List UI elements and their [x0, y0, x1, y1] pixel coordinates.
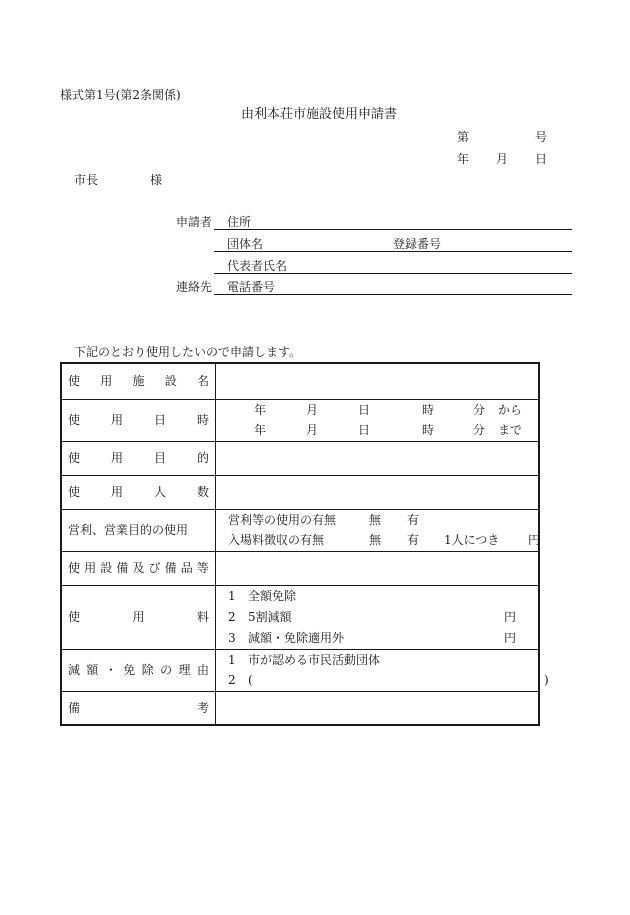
facility-label: 使 用 施 設 名	[68, 374, 209, 389]
intro-text: 下記のとおり使用したいので申請します。	[74, 345, 302, 359]
datetime-label: 使 用 日 時	[68, 413, 209, 427]
fee-label-cell	[61, 585, 216, 649]
fee-item-num: 3	[228, 631, 236, 645]
dt-from-month: 月	[306, 403, 319, 417]
reduction-label-cell	[61, 649, 216, 691]
admission-text: 入場料徴収の有無	[228, 533, 325, 547]
addressee: 市長	[74, 173, 99, 187]
row-remarks	[61, 691, 539, 725]
purpose-label-cell	[61, 441, 216, 475]
datetime-to-line	[222, 420, 532, 440]
profit-yes[interactable]: 有	[407, 513, 420, 527]
number-suffix: 号	[535, 130, 548, 144]
remarks-label: 備 考	[68, 700, 209, 715]
representative-line	[214, 273, 572, 274]
row-purpose	[61, 441, 539, 475]
fee-item	[222, 607, 532, 628]
people-value[interactable]	[216, 475, 540, 509]
fee-item	[222, 586, 532, 607]
phone-label: 電話番号	[227, 280, 276, 294]
equipment-label-cell	[61, 551, 216, 585]
reduction-label: 減 額 ・ 免 除 の 理 由	[68, 663, 209, 677]
people-label: 使 用 人 数	[68, 485, 209, 499]
org-line	[214, 251, 572, 252]
datetime-from-line	[222, 400, 532, 420]
dt-to-minute: 分	[473, 423, 486, 437]
reduction-item-num: 2	[228, 673, 236, 687]
profit-no[interactable]: 無	[369, 513, 382, 527]
purpose-value[interactable]	[216, 441, 540, 475]
equipment-value[interactable]	[216, 551, 540, 585]
row-datetime	[61, 399, 539, 441]
datetime-label-cell	[61, 399, 216, 441]
remarks-label-cell	[61, 691, 216, 725]
reduction-item-num: 1	[228, 653, 236, 667]
address-label: 住所	[227, 215, 252, 229]
equipment-label: 使 用 設 備 及 び 備 品 等	[68, 561, 209, 575]
reduction-item	[222, 670, 549, 690]
admission-yen: 円	[528, 533, 541, 547]
dt-from-word: から	[498, 403, 523, 417]
fee-value[interactable]	[216, 585, 540, 649]
dt-to-day: 日	[358, 423, 371, 437]
address-line	[214, 229, 572, 230]
purpose-label: 使 用 目 的	[68, 451, 209, 465]
form-number: 様式第1号(第2条関係)	[60, 88, 181, 102]
dt-from-minute: 分	[473, 403, 486, 417]
datetime-value[interactable]	[216, 399, 540, 441]
row-fee	[61, 585, 539, 649]
representative-label: 代表者氏名	[227, 259, 288, 273]
profit-use-text: 営利等の使用の有無	[228, 513, 337, 527]
profit-label-cell	[61, 509, 216, 551]
fee-item-num: 1	[228, 589, 236, 603]
fee-yen: 円	[504, 631, 517, 645]
row-people	[61, 475, 539, 509]
number-prefix: 第	[457, 130, 470, 144]
dt-from-day: 日	[358, 403, 371, 417]
dt-from-hour: 時	[422, 403, 435, 417]
dt-to-hour: 時	[422, 423, 435, 437]
reduction-item-text: (	[248, 673, 253, 687]
reduction-item	[222, 650, 532, 670]
admission-yes[interactable]: 有	[407, 533, 420, 547]
date-year: 年	[457, 152, 470, 166]
dt-to-word: まで	[498, 423, 523, 437]
org-label: 団体名	[227, 237, 264, 251]
phone-line	[214, 294, 572, 295]
fee-yen: 円	[504, 610, 517, 624]
fee-item-num: 2	[228, 610, 236, 624]
contact-label: 連絡先	[176, 280, 213, 294]
reduction-value[interactable]	[216, 649, 549, 691]
admission-line	[222, 530, 541, 550]
date-month: 月	[496, 152, 509, 166]
per-person-text: 1人につき	[444, 533, 500, 547]
reduction-item-text: 市が認める市民活動団体	[248, 653, 381, 667]
dt-to-year: 年	[254, 423, 267, 437]
fee-item-text: 5割減額	[248, 610, 292, 624]
row-facility	[61, 363, 539, 399]
reduction-close-paren: )	[544, 673, 549, 687]
row-profit	[61, 509, 539, 551]
fee-label: 使 用 料	[68, 610, 209, 624]
dt-from-year: 年	[254, 403, 267, 417]
document-title: 由利本荘市施設使用申請書	[241, 107, 398, 122]
profit-label: 営利、営業目的の使用	[68, 523, 189, 537]
application-table	[60, 362, 549, 726]
row-equipment	[61, 551, 539, 585]
fee-item	[222, 628, 532, 649]
fee-item-text: 全額免除	[248, 589, 297, 603]
dt-to-month: 月	[306, 423, 319, 437]
facility-label-cell	[61, 363, 216, 399]
registration-label: 登録番号	[393, 237, 442, 251]
people-label-cell	[61, 475, 216, 509]
fee-item-text: 減額・免除適用外	[248, 631, 345, 645]
facility-value[interactable]	[216, 363, 540, 399]
addressee-honorific: 様	[150, 173, 163, 187]
applicant-label: 申請者	[176, 215, 213, 229]
remarks-value[interactable]	[216, 691, 540, 725]
date-day: 日	[535, 152, 548, 166]
row-reduction	[61, 649, 539, 691]
profit-value[interactable]	[216, 509, 540, 551]
profit-use-line	[222, 510, 532, 530]
admission-no[interactable]: 無	[369, 533, 382, 547]
